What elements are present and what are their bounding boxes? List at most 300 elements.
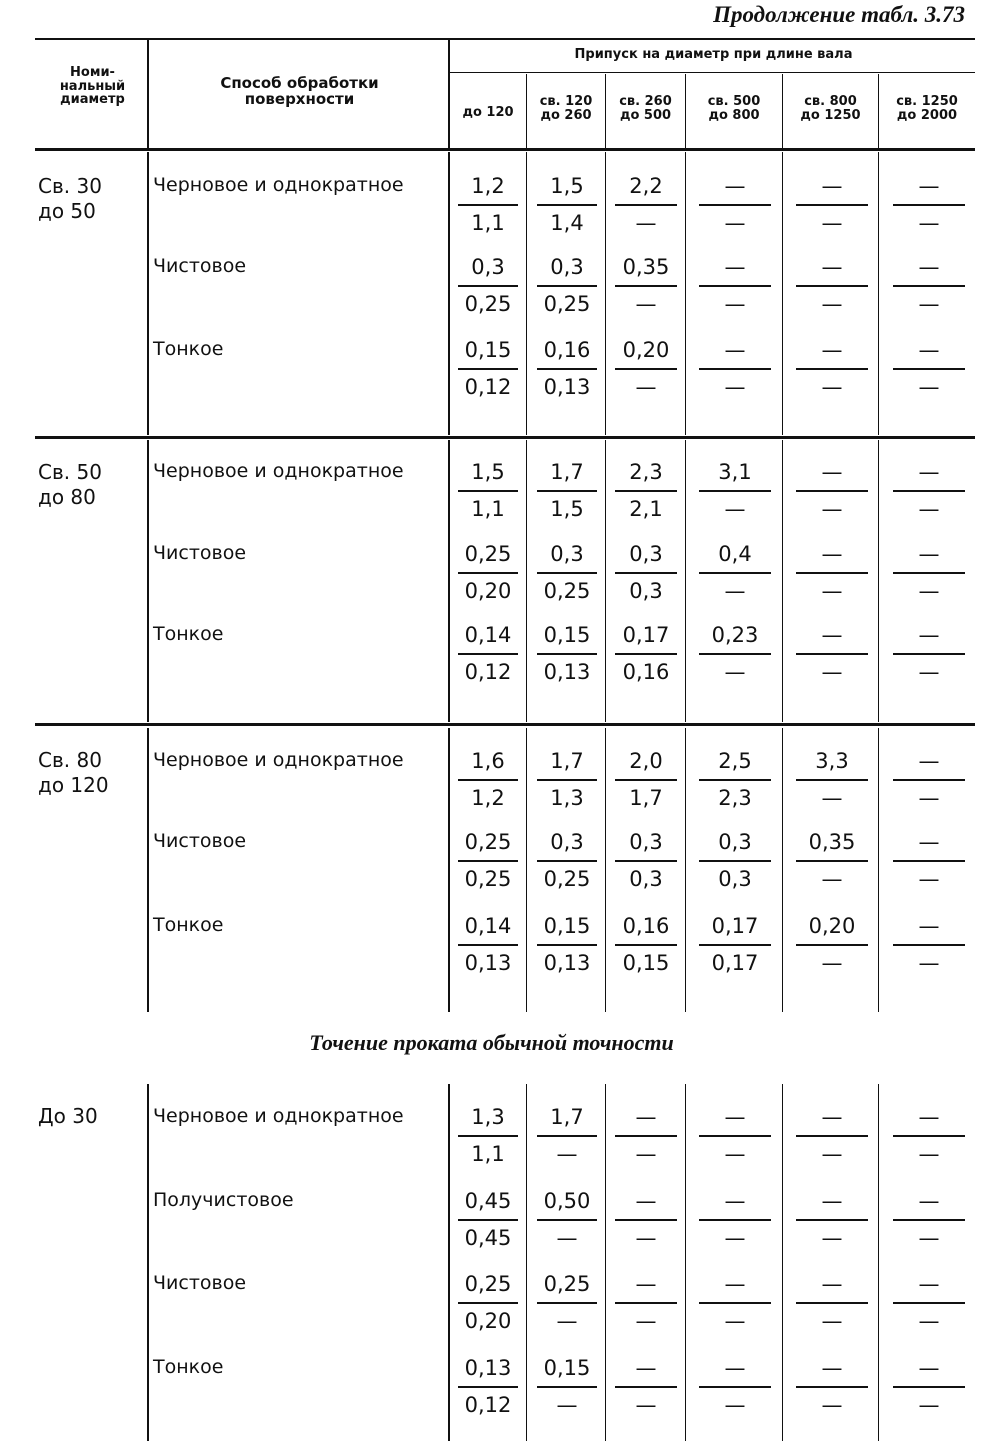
fraction-bar <box>458 572 518 574</box>
fraction-bar <box>458 779 518 781</box>
allowance-denominator: — <box>821 660 843 684</box>
allowance-value-cell <box>531 251 603 321</box>
header-length-col: св. 800 до 1250 <box>800 94 861 123</box>
allowance-denominator: 0,45 <box>464 1226 512 1250</box>
allowance-numerator: 3,1 <box>718 460 752 484</box>
column-divider <box>878 440 879 722</box>
allowance-numerator: 0,4 <box>718 542 752 566</box>
fraction-bar <box>893 944 965 946</box>
column-divider <box>605 1084 606 1441</box>
allowance-denominator: 1,4 <box>550 211 584 235</box>
allowance-numerator: 1,5 <box>550 174 584 198</box>
allowance-denominator: — <box>724 579 746 603</box>
column-divider <box>685 440 686 722</box>
allowance-value-cell <box>790 251 874 321</box>
allowance-denominator: — <box>635 1142 657 1166</box>
allowance-value-cell <box>452 826 524 896</box>
fraction-bar <box>537 204 597 206</box>
allowance-numerator: — <box>918 1105 940 1129</box>
allowance-numerator: 0,17 <box>711 914 759 938</box>
allowance-numerator: 0,16 <box>622 914 670 938</box>
allowance-numerator: 0,14 <box>464 623 512 647</box>
column-divider <box>147 1084 149 1441</box>
fraction-bar <box>458 1219 518 1221</box>
fraction-bar <box>615 285 677 287</box>
allowance-numerator: 2,5 <box>718 749 752 773</box>
header-top-rule <box>35 38 975 40</box>
fraction-bar <box>893 653 965 655</box>
allowance-value-cell <box>887 1185 971 1255</box>
processing-method-label: Черновое и однократное <box>153 460 404 482</box>
allowance-value-cell <box>693 538 777 608</box>
allowance-numerator: 1,5 <box>471 460 505 484</box>
fraction-bar <box>893 490 965 492</box>
allowance-value-cell <box>887 538 971 608</box>
allowance-numerator: 0,25 <box>543 1272 591 1296</box>
allowance-denominator: — <box>635 1226 657 1250</box>
nominal-diameter-label: Св. 30 до 50 <box>38 174 102 223</box>
allowance-denominator: 0,3 <box>629 579 663 603</box>
allowance-numerator: — <box>918 338 940 362</box>
allowance-denominator: 0,25 <box>464 292 512 316</box>
allowance-denominator: — <box>821 867 843 891</box>
allowance-value-cell <box>531 334 603 404</box>
fraction-bar <box>796 204 868 206</box>
fraction-bar <box>796 572 868 574</box>
allowance-denominator: — <box>724 1393 746 1417</box>
header-length-col: св. 1250 до 2000 <box>896 94 958 123</box>
allowance-value-cell <box>693 619 777 689</box>
allowance-denominator: 0,20 <box>464 579 512 603</box>
allowance-numerator: 0,23 <box>711 623 759 647</box>
allowance-numerator: 0,15 <box>543 1356 591 1380</box>
allowance-numerator: 1,7 <box>550 1105 584 1129</box>
allowance-numerator: 0,3 <box>471 255 505 279</box>
allowance-denominator: — <box>821 1226 843 1250</box>
fraction-bar <box>796 1302 868 1304</box>
allowance-numerator: — <box>821 623 843 647</box>
allowance-numerator: 0,15 <box>464 338 512 362</box>
allowance-numerator: — <box>918 830 940 854</box>
allowance-numerator: 0,50 <box>543 1189 591 1213</box>
allowance-numerator: — <box>918 460 940 484</box>
processing-method-label: Черновое и однократное <box>153 174 404 196</box>
allowance-value-cell <box>609 619 683 689</box>
allowance-denominator: — <box>918 1142 940 1166</box>
fraction-bar <box>699 653 771 655</box>
allowance-numerator: 0,25 <box>464 830 512 854</box>
allowance-numerator: 0,14 <box>464 914 512 938</box>
allowance-value-cell <box>693 745 777 815</box>
allowance-denominator: — <box>918 497 940 521</box>
fraction-bar <box>699 285 771 287</box>
column-divider <box>448 152 450 435</box>
header-allowance-title: Припуск на диаметр при длине вала <box>574 47 853 62</box>
allowance-numerator: 1,2 <box>471 174 505 198</box>
allowance-denominator: — <box>918 1309 940 1333</box>
allowance-denominator: 0,25 <box>543 579 591 603</box>
fraction-bar <box>458 285 518 287</box>
allowance-numerator: 0,13 <box>464 1356 512 1380</box>
allowance-numerator: 0,35 <box>808 830 856 854</box>
allowance-value-cell <box>887 826 971 896</box>
allowance-value-cell <box>693 456 777 526</box>
fraction-bar <box>537 285 597 287</box>
column-divider <box>782 1084 783 1441</box>
fraction-bar <box>893 860 965 862</box>
header-bottom-rule <box>35 148 975 151</box>
allowance-denominator: — <box>821 1393 843 1417</box>
allowance-numerator: 0,3 <box>718 830 752 854</box>
allowance-denominator: 0,3 <box>718 867 752 891</box>
fraction-bar <box>796 944 868 946</box>
fraction-bar <box>537 860 597 862</box>
allowance-value-cell <box>693 1101 777 1171</box>
allowance-value-cell <box>531 538 603 608</box>
fraction-bar <box>796 653 868 655</box>
allowance-numerator: 2,3 <box>629 460 663 484</box>
allowance-value-cell <box>609 251 683 321</box>
allowance-numerator: 2,2 <box>629 174 663 198</box>
fraction-bar <box>615 860 677 862</box>
fraction-bar <box>615 490 677 492</box>
allowance-value-cell <box>887 1101 971 1171</box>
allowance-denominator: — <box>821 375 843 399</box>
allowance-value-cell <box>887 1352 971 1422</box>
allowance-value-cell <box>790 619 874 689</box>
allowance-numerator: 1,7 <box>550 749 584 773</box>
allowance-numerator: — <box>918 1356 940 1380</box>
allowance-numerator: — <box>724 255 746 279</box>
allowance-denominator: 2,1 <box>629 497 663 521</box>
column-divider <box>878 1084 879 1441</box>
allowance-denominator: — <box>918 1226 940 1250</box>
allowance-numerator: — <box>724 338 746 362</box>
fraction-bar <box>796 779 868 781</box>
allowance-value-cell <box>531 1185 603 1255</box>
allowance-numerator: 0,20 <box>622 338 670 362</box>
allowance-value-cell <box>609 1185 683 1255</box>
column-divider <box>878 152 879 435</box>
column-divider <box>526 1084 527 1441</box>
allowance-numerator: — <box>724 1105 746 1129</box>
fraction-bar <box>615 1135 677 1137</box>
column-divider <box>782 728 783 1012</box>
allowance-numerator: 0,17 <box>622 623 670 647</box>
allowance-denominator: — <box>556 1393 578 1417</box>
allowance-numerator: — <box>635 1189 657 1213</box>
column-divider <box>782 152 783 435</box>
fraction-bar <box>893 1302 965 1304</box>
allowance-denominator: — <box>635 292 657 316</box>
allowance-denominator: — <box>724 292 746 316</box>
allowance-denominator: 0,25 <box>464 867 512 891</box>
nominal-diameter-label: Св. 50 до 80 <box>38 460 102 509</box>
allowance-numerator: — <box>918 1272 940 1296</box>
allowance-value-cell <box>531 826 603 896</box>
allowance-denominator: — <box>635 1393 657 1417</box>
allowance-numerator: 0,3 <box>550 830 584 854</box>
column-divider <box>605 440 606 722</box>
allowance-value-cell <box>609 538 683 608</box>
fraction-bar <box>796 860 868 862</box>
allowance-numerator: — <box>821 255 843 279</box>
allowance-denominator: — <box>918 579 940 603</box>
table-caption: Продолжение табл. 3.73 <box>713 2 965 27</box>
allowance-value-cell <box>887 170 971 240</box>
allowance-value-cell <box>790 910 874 980</box>
allowance-numerator: — <box>821 1105 843 1129</box>
allowance-denominator: — <box>724 1226 746 1250</box>
allowance-denominator: 0,17 <box>711 951 759 975</box>
column-divider <box>147 440 149 722</box>
fraction-bar <box>615 204 677 206</box>
allowance-value-cell <box>693 1185 777 1255</box>
fraction-bar <box>537 490 597 492</box>
fraction-bar <box>537 1219 597 1221</box>
header-length-col: св. 120 до 260 <box>539 94 593 123</box>
allowance-denominator: — <box>635 375 657 399</box>
allowance-numerator: — <box>635 1356 657 1380</box>
fraction-bar <box>893 779 965 781</box>
fraction-bar <box>699 779 771 781</box>
allowance-value-cell <box>790 538 874 608</box>
nominal-diameter-label: До 30 <box>38 1104 98 1128</box>
allowance-denominator: 0,3 <box>629 867 663 891</box>
allowance-value-cell <box>452 745 524 815</box>
allowance-value-cell <box>790 1268 874 1338</box>
allowance-value-cell <box>609 910 683 980</box>
allowance-value-cell <box>452 1101 524 1171</box>
fraction-bar <box>699 1219 771 1221</box>
allowance-denominator: — <box>918 786 940 810</box>
allowance-numerator: — <box>918 1189 940 1213</box>
allowance-numerator: 0,3 <box>550 542 584 566</box>
allowance-value-cell <box>531 170 603 240</box>
allowance-value-cell <box>452 251 524 321</box>
allowance-denominator: — <box>635 211 657 235</box>
allowance-value-cell <box>609 745 683 815</box>
allowance-value-cell <box>452 538 524 608</box>
processing-method-label: Получистовое <box>153 1189 294 1211</box>
column-divider <box>147 152 149 435</box>
fraction-bar <box>615 779 677 781</box>
allowance-value-cell <box>790 826 874 896</box>
allowance-denominator: — <box>556 1226 578 1250</box>
fraction-bar <box>537 572 597 574</box>
allowance-value-cell <box>452 1185 524 1255</box>
allowance-denominator: — <box>724 660 746 684</box>
allowance-numerator: — <box>821 1189 843 1213</box>
fraction-bar <box>893 1135 965 1137</box>
allowance-value-cell <box>887 745 971 815</box>
allowance-value-cell <box>531 910 603 980</box>
allowance-numerator: — <box>724 1356 746 1380</box>
allowance-denominator: — <box>724 1309 746 1333</box>
header-method: Способ обработки поверхности <box>220 74 379 108</box>
allowance-denominator: 1,3 <box>550 786 584 810</box>
column-divider <box>605 152 606 435</box>
allowance-value-cell <box>609 826 683 896</box>
fraction-bar <box>796 1135 868 1137</box>
allowance-denominator: — <box>635 1309 657 1333</box>
allowance-denominator: — <box>556 1142 578 1166</box>
allowance-denominator: 0,25 <box>543 292 591 316</box>
fraction-bar <box>537 653 597 655</box>
fraction-bar <box>537 368 597 370</box>
nominal-diameter-label: Св. 80 до 120 <box>38 748 109 797</box>
column-divider <box>685 1084 686 1441</box>
fraction-bar <box>796 490 868 492</box>
column-divider <box>448 728 450 1012</box>
allowance-denominator: — <box>821 786 843 810</box>
fraction-bar <box>615 653 677 655</box>
processing-method-label: Тонкое <box>153 1356 224 1378</box>
allowance-denominator: — <box>556 1309 578 1333</box>
processing-method-label: Черновое и однократное <box>153 1105 404 1127</box>
allowance-numerator: 0,25 <box>464 1272 512 1296</box>
allowance-numerator: — <box>821 1356 843 1380</box>
allowance-numerator: 0,3 <box>629 830 663 854</box>
allowance-numerator: 0,3 <box>629 542 663 566</box>
allowance-numerator: 0,25 <box>464 542 512 566</box>
fraction-bar <box>537 1302 597 1304</box>
processing-method-label: Тонкое <box>153 338 224 360</box>
fraction-bar <box>537 1386 597 1388</box>
allowance-value-cell <box>693 334 777 404</box>
fraction-bar <box>615 368 677 370</box>
allowance-denominator: 1,1 <box>471 1142 505 1166</box>
allowance-denominator: 1,7 <box>629 786 663 810</box>
fraction-bar <box>615 1302 677 1304</box>
processing-method-label: Чистовое <box>153 1272 247 1294</box>
allowance-value-cell <box>452 619 524 689</box>
fraction-bar <box>458 368 518 370</box>
fraction-bar <box>458 204 518 206</box>
allowance-denominator: — <box>821 292 843 316</box>
fraction-bar <box>458 1386 518 1388</box>
allowance-numerator: — <box>918 623 940 647</box>
allowance-numerator: — <box>918 174 940 198</box>
allowance-numerator: — <box>724 174 746 198</box>
fraction-bar <box>458 860 518 862</box>
allowance-value-cell <box>452 170 524 240</box>
column-divider <box>448 1084 450 1441</box>
allowance-numerator: 0,16 <box>543 338 591 362</box>
allowance-numerator: — <box>821 338 843 362</box>
allowance-denominator: — <box>821 1309 843 1333</box>
fraction-bar <box>615 1386 677 1388</box>
fraction-bar <box>699 368 771 370</box>
allowance-value-cell <box>693 826 777 896</box>
fraction-bar <box>699 204 771 206</box>
group-separator-rule <box>35 436 975 439</box>
allowance-value-cell <box>452 456 524 526</box>
allowance-numerator: — <box>821 542 843 566</box>
fraction-bar <box>458 490 518 492</box>
allowance-denominator: 0,12 <box>464 660 512 684</box>
allowance-value-cell <box>609 456 683 526</box>
allowance-numerator: — <box>821 460 843 484</box>
header-vline <box>147 40 149 148</box>
processing-method-label: Чистовое <box>153 830 247 852</box>
allowance-denominator: — <box>724 375 746 399</box>
allowance-value-cell <box>452 1268 524 1338</box>
fraction-bar <box>699 944 771 946</box>
allowance-numerator: — <box>724 1189 746 1213</box>
allowance-denominator: 0,16 <box>622 660 670 684</box>
allowance-denominator: 0,15 <box>622 951 670 975</box>
column-divider <box>526 440 527 722</box>
allowance-value-cell <box>531 1268 603 1338</box>
allowance-value-cell <box>609 334 683 404</box>
allowance-value-cell <box>887 619 971 689</box>
allowance-denominator: — <box>724 1142 746 1166</box>
allowance-denominator: — <box>918 211 940 235</box>
fraction-bar <box>699 860 771 862</box>
allowance-numerator: 0,20 <box>808 914 856 938</box>
column-divider <box>526 728 527 1012</box>
allowance-value-cell <box>887 251 971 321</box>
allowance-numerator: — <box>918 255 940 279</box>
fraction-bar <box>796 285 868 287</box>
column-divider <box>685 728 686 1012</box>
allowance-denominator: 0,12 <box>464 375 512 399</box>
allowance-denominator: 0,20 <box>464 1309 512 1333</box>
allowance-value-cell <box>790 745 874 815</box>
fraction-bar <box>458 1302 518 1304</box>
allowance-denominator: — <box>724 497 746 521</box>
processing-method-label: Черновое и однократное <box>153 749 404 771</box>
allowance-value-cell <box>531 745 603 815</box>
processing-method-label: Тонкое <box>153 914 224 936</box>
allowance-denominator: 1,1 <box>471 211 505 235</box>
allowance-value-cell <box>887 334 971 404</box>
allowance-denominator: 0,13 <box>543 375 591 399</box>
allowance-numerator: — <box>821 174 843 198</box>
allowance-numerator: 3,3 <box>815 749 849 773</box>
fraction-bar <box>615 1219 677 1221</box>
section-title: Точение проката обычной точности <box>309 1030 674 1055</box>
allowance-title-rule <box>450 72 975 73</box>
column-divider <box>878 728 879 1012</box>
column-divider <box>526 152 527 435</box>
allowance-value-cell <box>531 619 603 689</box>
processing-method-label: Чистовое <box>153 255 247 277</box>
fraction-bar <box>537 779 597 781</box>
allowance-value-cell <box>609 1268 683 1338</box>
allowance-denominator: — <box>918 292 940 316</box>
fraction-bar <box>615 944 677 946</box>
fraction-bar <box>615 572 677 574</box>
allowance-denominator: 0,25 <box>543 867 591 891</box>
allowance-denominator: 1,2 <box>471 786 505 810</box>
allowance-denominator: 1,1 <box>471 497 505 521</box>
column-divider <box>685 152 686 435</box>
fraction-bar <box>537 1135 597 1137</box>
header-length-col: св. 260 до 500 <box>619 94 672 123</box>
allowance-value-cell <box>531 456 603 526</box>
allowance-value-cell <box>790 170 874 240</box>
allowance-denominator: — <box>821 579 843 603</box>
allowance-numerator: — <box>724 1272 746 1296</box>
allowance-numerator: 0,45 <box>464 1189 512 1213</box>
allowance-value-cell <box>790 456 874 526</box>
group-separator-rule <box>35 723 975 726</box>
allowance-numerator: 1,3 <box>471 1105 505 1129</box>
allowance-numerator: 0,15 <box>543 914 591 938</box>
allowance-numerator: 1,7 <box>550 460 584 484</box>
